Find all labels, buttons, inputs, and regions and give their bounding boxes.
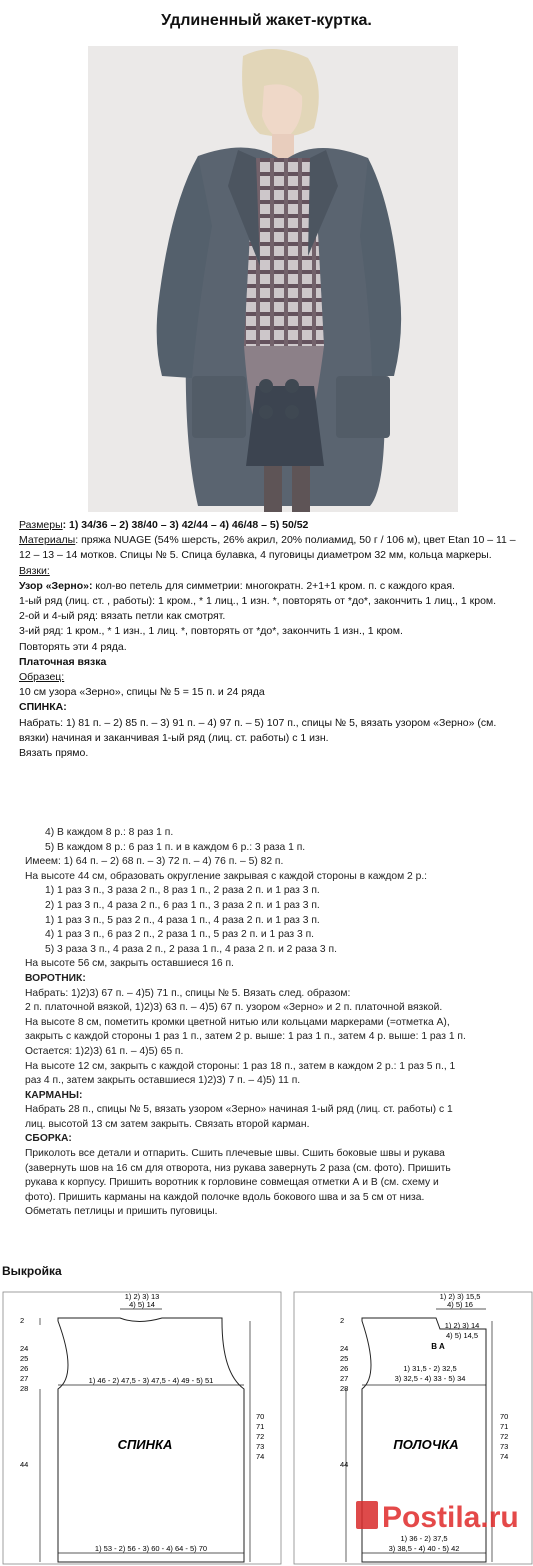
pockets-heading: КАРМАНЫ: bbox=[25, 1089, 83, 1101]
collar-line: 2 п. платочной вязкой, 1)2)3) 63 п. – 4)5) 67 п. узором «Зерно» и 2 п. платочной вязкой. bbox=[25, 1002, 443, 1014]
collar-line: закрыть с каждой стороны 1 раз 1 п., затем 2 р. выше: 1 раз 1 п., затем 4 р. выше: 1 раз 1 п. bbox=[25, 1031, 466, 1043]
pattern-title: Выкройка bbox=[2, 1264, 62, 1278]
assembly-line: Приколоть все детали и отпарить. Сшить плечевые швы. Сшить боковые швы и рукава bbox=[25, 1148, 445, 1160]
back-width-label: 1) 46 - 2) 47,5 - 3) 47,5 - 4) 49 - 5) 51 bbox=[88, 1376, 214, 1385]
front-neck-label-2: 4) 5) 14,5 bbox=[445, 1331, 479, 1340]
materials-line bbox=[19, 533, 519, 563]
continued-line: Имеем: 1) 64 п. – 2) 68 п. – 3) 72 п. – 4) 76 п. – 5) 82 п. bbox=[25, 856, 284, 868]
front-top-label-2: 4) 5) 16 bbox=[447, 1300, 473, 1309]
collar-line: раз 4 п., затем закрыть оставшиеся 1)2)3) 7 п. – 4)5) 11 п. bbox=[25, 1075, 301, 1087]
instructions-part-1 bbox=[19, 518, 519, 761]
front-depth-label: 2 bbox=[340, 1316, 345, 1325]
materials-value: : пряжа NUAGE (54% шерсть, 26% акрил, 20% полиамид, 50 г / 106 м), цвет Etan 10 – 11 – 12 – 13 – 14 мотков. Спицы № 5. Спица булавка, 4 пуговицы диаметром 32 мм, кольца маркеры. bbox=[19, 534, 516, 562]
front-armhole-label: 25 bbox=[340, 1354, 349, 1363]
sizes-label: Размеры bbox=[19, 519, 63, 531]
grain-row1: 1-ый ряд (лиц. ст. , работы): 1 кром., * 1 лиц., 1 изн. *, повторять от *до*, закончить 1 лиц., 1 кром. bbox=[19, 595, 497, 608]
front-bottom-label-2: 3) 38,5 - 4) 40 - 5) 42 bbox=[388, 1544, 460, 1553]
materials-label: Материалы bbox=[19, 534, 76, 547]
front-armhole-label: 27 bbox=[340, 1374, 349, 1383]
watermark-text: Postila.ru bbox=[382, 1501, 519, 1534]
continued-line: 5) 3 раза 3 п., 4 раза 2 п., 2 раза 1 п., 4 раза 2 п. и 2 раза 3 п. bbox=[45, 943, 337, 955]
back-length-label: 74 bbox=[256, 1452, 265, 1461]
front-length-label: 73 bbox=[500, 1442, 509, 1451]
pattern-diagram bbox=[0, 1285, 533, 1566]
knits-label: Вязки: bbox=[19, 564, 50, 577]
front-length-label: 70 bbox=[500, 1412, 509, 1421]
model-photo-illustration bbox=[88, 46, 458, 512]
pockets-line: лиц. высотой 13 см затем закрыть. Связать второй карман. bbox=[25, 1118, 310, 1130]
garter-heading: Платочная вязка bbox=[19, 655, 107, 668]
back-armhole-label: 26 bbox=[20, 1364, 29, 1373]
front-armhole-label: 26 bbox=[340, 1364, 349, 1373]
collar-line: На высоте 8 см, пометить кромки цветной нитью или кольцами маркерами (=отметка А), bbox=[25, 1016, 450, 1028]
continued-line: 1) 1 раз 3 п., 5 раз 2 п., 4 раза 1 п., 4 раза 2 п. и 1 раз 3 п. bbox=[45, 914, 320, 926]
back-armhole-label: 25 bbox=[20, 1354, 29, 1363]
back-armhole-label: 27 bbox=[20, 1374, 29, 1383]
front-armhole-label: 28 bbox=[340, 1384, 349, 1393]
front-marks-label: B A bbox=[431, 1342, 445, 1351]
front-side-label: 44 bbox=[340, 1460, 349, 1469]
back-name: СПИНКА bbox=[117, 1437, 173, 1452]
back-length-label: 72 bbox=[256, 1432, 265, 1441]
front-length-label: 72 bbox=[500, 1432, 509, 1441]
continued-line: 1) 1 раз 3 п., 3 раза 2 п., 8 раз 1 п., 2 раза 2 п. и 1 раз 3 п. bbox=[45, 885, 320, 897]
back-frame bbox=[3, 1292, 281, 1564]
model-photo bbox=[88, 46, 458, 512]
back-side-label: 44 bbox=[20, 1460, 29, 1469]
front-width-label-2: 3) 32,5 - 4) 33 - 5) 34 bbox=[394, 1374, 466, 1383]
grain-row24: 2-ой и 4-ый ряд: вязать петли как смотрят. bbox=[19, 610, 226, 623]
gauge-value: 10 см узора «Зерно», спицы № 5 = 15 п. и 24 ряда bbox=[19, 686, 265, 699]
instructions-part-2 bbox=[25, 826, 525, 1220]
back-heading: СПИНКА: bbox=[19, 701, 67, 714]
assembly-line: рукава к корпусу. Пришить воротник к горловине совмещая отметки А и В (см. схему и bbox=[25, 1177, 439, 1189]
back-neck-label-2: 4) 5) 14 bbox=[129, 1300, 155, 1309]
continued-line: На высоте 44 см, образовать округление закрывая с каждой стороны в каждом 2 р.: bbox=[25, 870, 428, 882]
back-neck-label-1: 1) 2) 3) 13 bbox=[124, 1292, 160, 1301]
back-armhole-label: 24 bbox=[20, 1344, 29, 1353]
assembly-line: (завернуть шов на 16 см для отворота, низ рукава завернуть 2 раза (см. фото). Пришить bbox=[25, 1162, 451, 1174]
grain-row3: 3-ий ряд: 1 кром., * 1 изн., 1 лиц. *, повторять от *до*, закончить 1 изн., 1 кром. bbox=[19, 625, 403, 638]
grain-label: Узор «Зерно»: bbox=[19, 579, 93, 592]
continued-line: 5) В каждом 8 р.: 6 раз 1 п. и в каждом 6 р.: 3 раза 1 п. bbox=[45, 841, 306, 853]
back-length-label: 70 bbox=[256, 1412, 265, 1421]
continued-line: 4) В каждом 8 р.: 8 раз 1 п. bbox=[45, 827, 174, 838]
grain-repeat: Повторять эти 4 ряда. bbox=[19, 640, 127, 653]
front-length-label: 71 bbox=[500, 1422, 509, 1431]
pockets-line: Набрать 28 п., спицы № 5, вязать узором «Зерно» начиная 1-ый ряд (лиц. ст. работы) с 1 bbox=[25, 1104, 453, 1116]
assembly-line: Обметать петлицы и пришить пуговицы. bbox=[25, 1206, 218, 1218]
back-armhole-label: 28 bbox=[20, 1384, 29, 1393]
sizes-line bbox=[19, 518, 519, 533]
back-bottom-label: 1) 53 - 2) 56 - 3) 60 - 4) 64 - 5) 70 bbox=[94, 1544, 208, 1553]
back-length-label: 71 bbox=[256, 1422, 265, 1431]
collar-line: Набрать: 1)2)3) 67 п. – 4)5) 71 п., спицы № 5. Вязать след. образом: bbox=[25, 987, 351, 999]
continued-line: 4) 1 раз 3 п., 6 раз 2 п., 2 раза 1 п., 5 раз 2 п. и 1 раз 3 п. bbox=[45, 929, 315, 941]
front-name: ПОЛОЧКА bbox=[393, 1437, 459, 1452]
grain-line bbox=[19, 579, 519, 594]
page-title: Удлиненный жакет-куртка. bbox=[161, 12, 372, 29]
sizes-value: : 1) 34/36 – 2) 38/40 – 3) 42/44 – 4) 46/48 – 5) 50/52 bbox=[62, 519, 309, 531]
assembly-heading: СБОРКА: bbox=[25, 1133, 72, 1145]
back-text: Набрать: 1) 81 п. – 2) 85 п. – 3) 91 п. – 4) 97 п. – 5) 107 п., спицы № 5, вязать узором «Зерно» (см. вязки) начиная и заканчивая 1-ый ряд (лиц. ст. работы) с 1 изн. bbox=[19, 716, 497, 744]
front-length-label: 74 bbox=[500, 1452, 509, 1461]
front-armhole-label: 24 bbox=[340, 1344, 349, 1353]
assembly-line: фото). Пришить карманы на каждой полочке вдоль бокового шва и за 5 см от низа. bbox=[25, 1191, 425, 1203]
collar-line: Остается: 1)2)3) 61 п. – 4)5) 65 п. bbox=[25, 1045, 184, 1057]
gauge-label: Образец: bbox=[19, 671, 65, 684]
grain-value: кол-во петель для симметрии: многократн. 2+1+1 кром. п. с каждого края. bbox=[92, 579, 455, 592]
front-width-label-1: 1) 31,5 - 2) 32,5 bbox=[403, 1364, 457, 1373]
watermark-pin-icon bbox=[356, 1501, 378, 1529]
collar-line: На высоте 12 см, закрыть с каждой стороны: 1 раз 18 п., затем в каждом 2 р.: 1 раз 5 п., 1 bbox=[25, 1060, 456, 1072]
back-length-label: 73 bbox=[256, 1442, 265, 1451]
front-neck-label-1: 1) 2) 3) 14 bbox=[444, 1321, 480, 1330]
front-bottom-label-1: 1) 36 - 2) 37,5 bbox=[400, 1534, 448, 1543]
front-top-label-1: 1) 2) 3) 15,5 bbox=[439, 1292, 481, 1301]
back-straight: Вязать прямо. bbox=[19, 747, 89, 760]
continued-line: 2) 1 раз 3 п., 4 раза 2 п., 6 раз 1 п., 3 раза 2 п. и 1 раз 3 п. bbox=[45, 899, 320, 911]
continued-line: На высоте 56 см, закрыть оставшиеся 16 п. bbox=[25, 958, 234, 970]
postila-watermark bbox=[356, 1501, 519, 1534]
collar-heading: ВОРОТНИК: bbox=[25, 972, 86, 984]
back-depth-label: 2 bbox=[20, 1316, 25, 1325]
